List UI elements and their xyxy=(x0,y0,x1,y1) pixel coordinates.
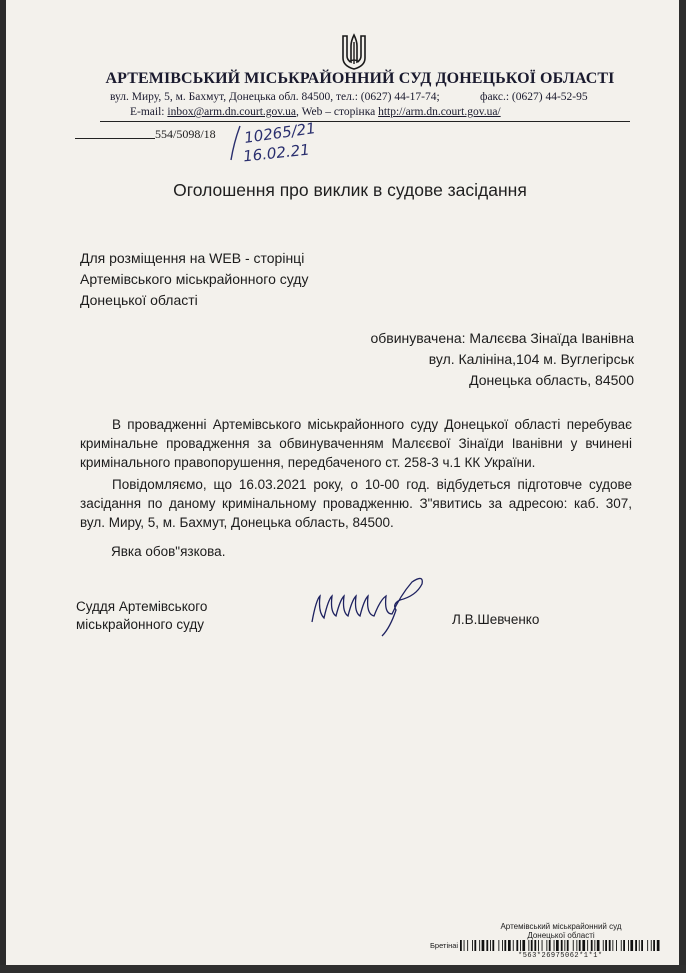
attendance-note: Явка обов"язкова. xyxy=(111,544,226,559)
accused-street: вул. Калініна,104 м. Вуглегірськ xyxy=(428,351,634,367)
judge-name: Л.В.Шевченко xyxy=(452,612,540,627)
notice-body xyxy=(80,415,632,535)
trident-emblem-icon xyxy=(341,32,367,70)
barcode-bar xyxy=(502,940,503,951)
recipient-line: Артемівського міськрайонного суду xyxy=(80,271,309,287)
barcode-bar xyxy=(635,940,637,951)
barcode-bar xyxy=(582,940,585,951)
barcode-bar xyxy=(653,940,655,951)
barcode-bar xyxy=(531,940,533,951)
judge-title-line: міськрайонного суду xyxy=(76,617,205,632)
barcode-bar xyxy=(542,940,543,951)
barcode-bar xyxy=(546,940,547,951)
barcode-bar xyxy=(508,940,511,951)
barcode-bar xyxy=(612,940,613,951)
barcode-bar xyxy=(554,940,555,951)
judge-title xyxy=(76,598,276,634)
barcode-bar xyxy=(492,940,494,951)
stamp-label: Бретінаі xyxy=(430,941,459,950)
barcode-bar xyxy=(641,940,643,951)
email-label: E-mail: xyxy=(130,106,165,118)
handwritten-stroke xyxy=(228,124,244,162)
registry-stamp xyxy=(496,922,626,940)
barcode-bar xyxy=(630,940,633,951)
body-paragraph: В провадженні Артемівського міськрайонного суду Донецької області перебуває кримінальне провадження за обвинуваченням Малєєвої Зінаїди Іванівни у вчинені кримінального правопорушення, передбаченого ст. 258-3 ч.1 КК України. xyxy=(80,417,632,470)
accused-name: обвинувачена: Малєєва Зінаїда Іванівна xyxy=(370,330,634,346)
web-label: , Web – сторінка xyxy=(296,106,376,118)
barcode-bar xyxy=(616,940,617,951)
barcode-bar xyxy=(498,940,499,951)
barcode-bar xyxy=(467,940,468,951)
email-link[interactable]: inbox@arm.dn.court.gov.ua xyxy=(167,106,297,118)
barcode-bar xyxy=(464,940,465,951)
barcode-bar xyxy=(460,940,462,951)
barcode-bar xyxy=(486,940,488,951)
body-paragraph: Повідомляємо, що 16.03.2021 року, о 10-00 год. відбудеться підготовче судове засідання по даному кримінальному провадженню. З"явитись за адресою: каб. 307, вул. Миру, 5, м. Бахмут, Донецька область, 84500. xyxy=(80,477,632,530)
barcode-bar xyxy=(647,940,648,951)
barcode-bar xyxy=(482,940,485,951)
barcode-bar xyxy=(594,940,595,951)
barcode-bar xyxy=(513,940,514,951)
barcode-bar xyxy=(561,940,563,951)
barcode-bar xyxy=(639,940,640,951)
barcode-bar xyxy=(587,940,588,951)
barcode-bar xyxy=(549,940,551,951)
barcode-bar xyxy=(579,940,581,951)
barcode-bar xyxy=(603,940,604,951)
barcode-bar xyxy=(534,940,536,951)
barcode-bar xyxy=(591,940,593,951)
barcode-bar xyxy=(573,940,574,951)
barcode-bar xyxy=(520,940,521,951)
judge-signature xyxy=(300,570,440,640)
scan-edge-right xyxy=(679,0,686,973)
barcode-bar xyxy=(490,940,491,951)
court-address xyxy=(110,91,588,103)
court-name: АРТЕМІВСЬКИЙ МІСЬКРАЙОННИЙ СУД ДОНЕЦЬКОЇ ОБЛАСТІ xyxy=(105,70,615,87)
barcode-bar xyxy=(623,940,625,951)
scan-edge-bottom xyxy=(0,965,686,973)
accused-region: Донецька область, 84500 xyxy=(469,372,634,388)
stamp-line: Артемівський міськрайонний суд xyxy=(500,922,622,931)
barcode-bar xyxy=(516,940,518,951)
recipient-line: Донецької області xyxy=(80,292,198,308)
accused-block xyxy=(300,328,634,391)
case-number: 554/5098/18 xyxy=(155,127,216,141)
barcode-bar xyxy=(538,940,539,951)
barcode-bar xyxy=(657,940,660,951)
handwritten-incoming-date: 16.02.21 xyxy=(242,140,311,166)
scan-edge-left xyxy=(0,0,6,973)
barcode-bar xyxy=(651,940,652,951)
barcode-bar xyxy=(609,940,611,951)
barcode-bar xyxy=(472,940,473,951)
barcode-bar xyxy=(528,940,529,951)
web-link[interactable]: http://arm.dn.court.gov.ua/ xyxy=(378,106,501,118)
barcode-bar xyxy=(522,940,525,951)
barcode-bar xyxy=(504,940,506,951)
barcode-bar xyxy=(597,940,600,951)
recipient-line: Для розміщення на WEB - сторінці xyxy=(80,250,305,266)
barcode-bar xyxy=(576,940,577,951)
barcode-bar xyxy=(474,940,476,951)
court-contacts xyxy=(130,106,501,118)
barcode-bar xyxy=(605,940,607,951)
barcode-bar xyxy=(564,940,565,951)
barcode-bar xyxy=(567,940,569,951)
document-heading: Оголошення про виклик в судове засідання xyxy=(173,180,527,200)
barcode-bar xyxy=(621,940,622,951)
barcode-text: *563*26975062*1*1* xyxy=(518,952,603,960)
handwritten-incoming-number: 10265/21 xyxy=(243,119,317,147)
barcode-bar xyxy=(556,940,559,951)
fax-text: факс.: (0627) 44-52-95 xyxy=(480,91,588,103)
barcode-bar xyxy=(628,940,629,951)
registration-underline xyxy=(75,138,155,139)
header-divider xyxy=(100,121,630,122)
judge-title-line: Суддя Артемівського xyxy=(76,599,208,614)
barcode xyxy=(460,940,660,951)
recipient-block xyxy=(80,248,380,311)
barcode-bar xyxy=(479,940,480,951)
stamp-line: Донецької області xyxy=(527,931,595,940)
address-text: вул. Миру, 5, м. Бахмут, Донецька обл. 84500, тел.: (0627) 44-17-74; xyxy=(110,91,440,103)
